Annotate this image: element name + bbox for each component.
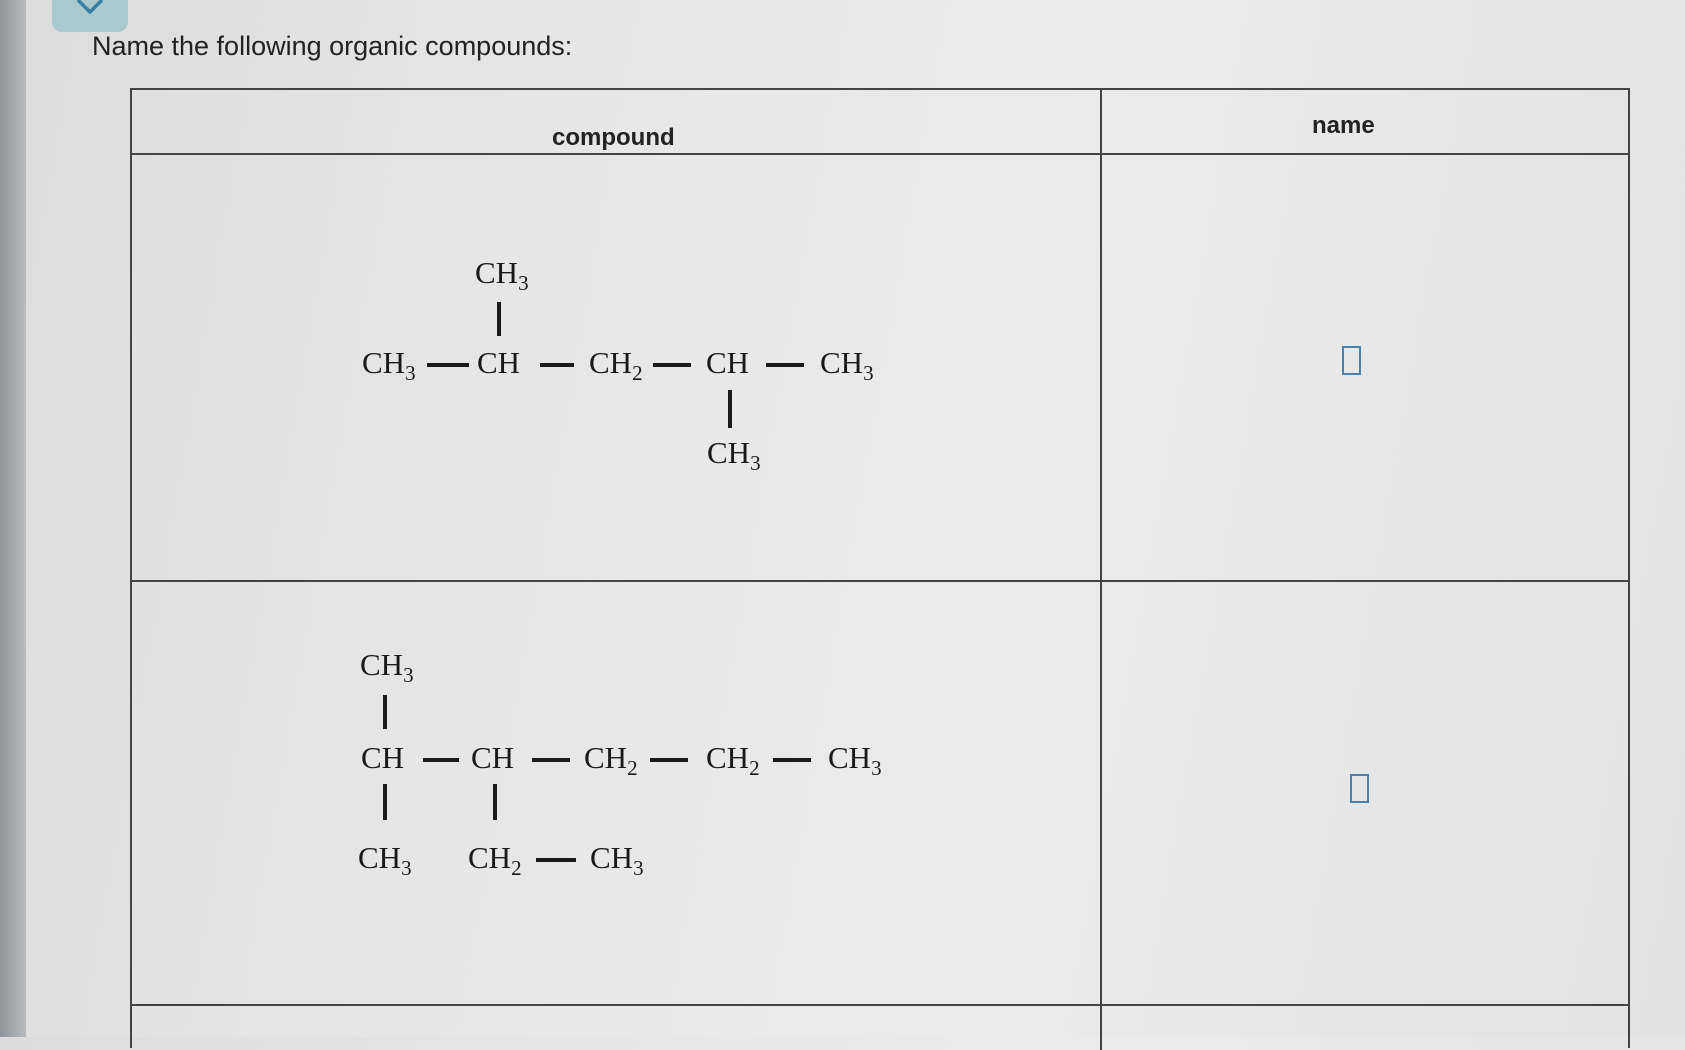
chain-group: CH (477, 345, 521, 380)
bond (427, 363, 469, 367)
chain-group: $CH_2$ (589, 345, 643, 385)
bond (650, 758, 688, 762)
chain-group: CH (471, 740, 515, 775)
chevron-down-icon (76, 0, 104, 16)
substituent-methyl: $CH_3$ (360, 647, 414, 687)
window-edge (0, 0, 26, 1037)
chain-group: $CH_3$ (362, 345, 416, 385)
substituent-ethyl: $CH_3$ (590, 840, 644, 880)
bond (497, 302, 501, 336)
substituent-methyl: $CH_3$ (475, 255, 529, 295)
chain-group: $CH_3$ (820, 345, 874, 385)
bond (383, 695, 387, 729)
bond (536, 858, 576, 862)
substituent-ethyl: $CH_2$ (468, 840, 522, 880)
answer-input-row-2[interactable] (1350, 774, 1369, 803)
question-prompt: Name the following organic compounds: (92, 31, 573, 61)
bond (653, 363, 691, 367)
chain-group: $CH_2$ (706, 740, 760, 780)
chain-group: CH (361, 740, 405, 775)
column-divider (1100, 90, 1102, 1050)
bond (493, 784, 497, 820)
collapse-toggle-button[interactable] (52, 0, 128, 32)
column-header-compound: compound (552, 124, 675, 151)
bond (773, 758, 811, 762)
chain-group: $CH_3$ (828, 740, 882, 780)
compound-table (130, 88, 1630, 1048)
bond (532, 758, 570, 762)
bond (728, 390, 732, 428)
answer-input-row-1[interactable] (1342, 346, 1361, 375)
row-divider (132, 580, 1628, 582)
bond (423, 758, 459, 762)
bond (766, 363, 804, 367)
substituent-methyl: $CH_3$ (358, 840, 412, 880)
bond (383, 784, 387, 820)
row-divider (132, 1004, 1628, 1006)
chain-group: CH (706, 345, 750, 380)
header-divider (132, 153, 1628, 155)
chain-group: $CH_2$ (584, 740, 638, 780)
bond (540, 363, 574, 367)
column-header-name: name (1312, 112, 1375, 139)
substituent-methyl: $CH_3$ (707, 435, 761, 475)
